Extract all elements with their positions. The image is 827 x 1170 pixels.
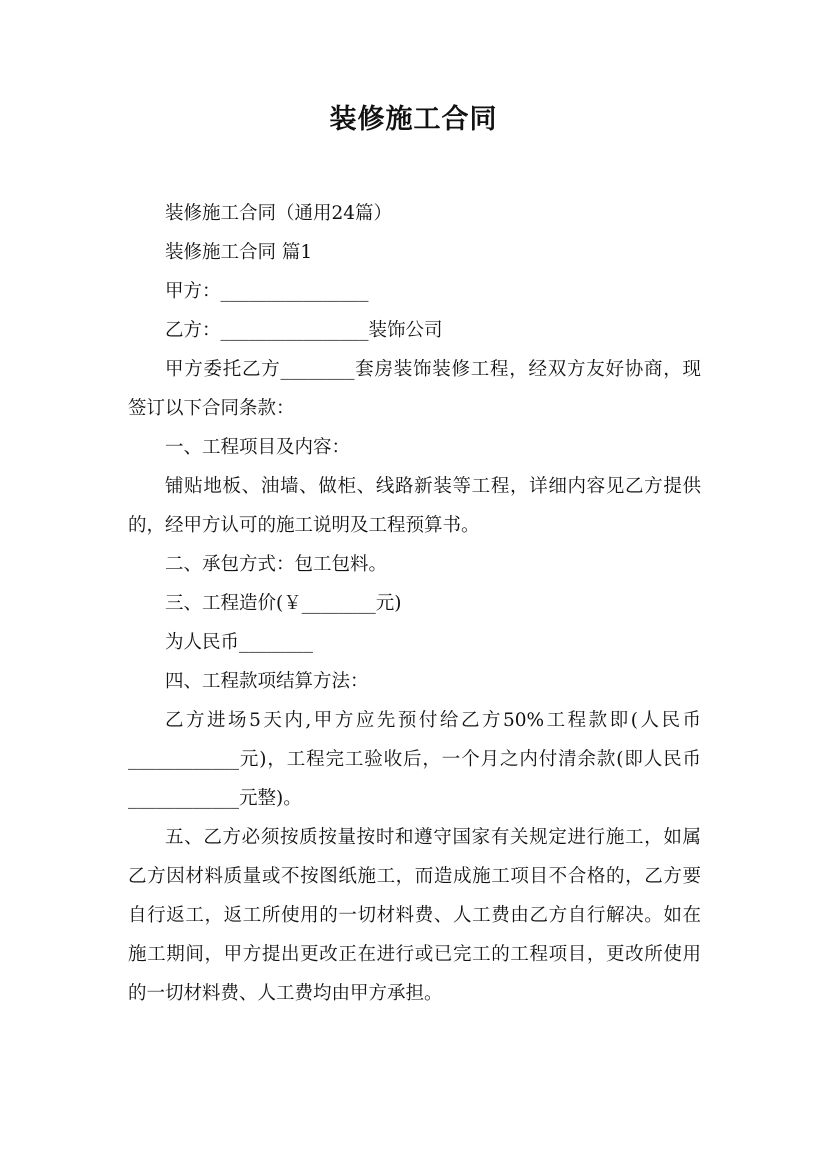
clause-1-paragraph: 铺贴地板、油墙、做柜、线路新装等工程，详细内容见乙方提供的，经甲方认可的施工说明及工程预算书。	[128, 476, 701, 536]
document-body	[128, 194, 701, 1013]
clause-3-rmb-paragraph: 为人民币________	[165, 632, 314, 653]
section-heading-paragraph: 装修施工合同 篇1	[165, 242, 313, 263]
subtitle-paragraph: 装修施工合同（通用24篇）	[165, 203, 393, 224]
clause-4-paragraph: 乙方进场5天内,甲方应先预付给乙方50%工程款即(人民币____________元)，工程完工验收后，一个月之内付清余款(即人民币____________元整)。	[128, 710, 701, 809]
clause-4-heading: 四、工程款项结算方法：	[165, 671, 369, 692]
clause-3-paragraph: 三、工程造价(￥________元)	[165, 593, 402, 614]
party-a-paragraph: 甲方：________________	[165, 281, 369, 302]
intro-paragraph: 甲方委托乙方________套房装饰装修工程，经双方友好协商，现签订以下合同条款：	[128, 359, 701, 419]
clause-1-heading: 一、工程项目及内容：	[165, 437, 351, 458]
document-title: 装修施工合同	[329, 104, 498, 135]
clause-5-paragraph: 五、乙方必须按质按量按时和遵守国家有关规定进行施工，如属乙方因材料质量或不按图纸施工，而造成施工项目不合格的，乙方要自行返工，返工所使用的一切材料费、人工费由乙方自行解决。如在施工期间，甲方提出更改正在进行或已完工的工程项目，更改所使用的一切材料费、人工费均由甲方承担。	[128, 827, 701, 1004]
party-b-paragraph: 乙方：________________装饰公司	[165, 320, 443, 341]
clause-2-paragraph: 二、承包方式：包工包料。	[165, 554, 388, 575]
